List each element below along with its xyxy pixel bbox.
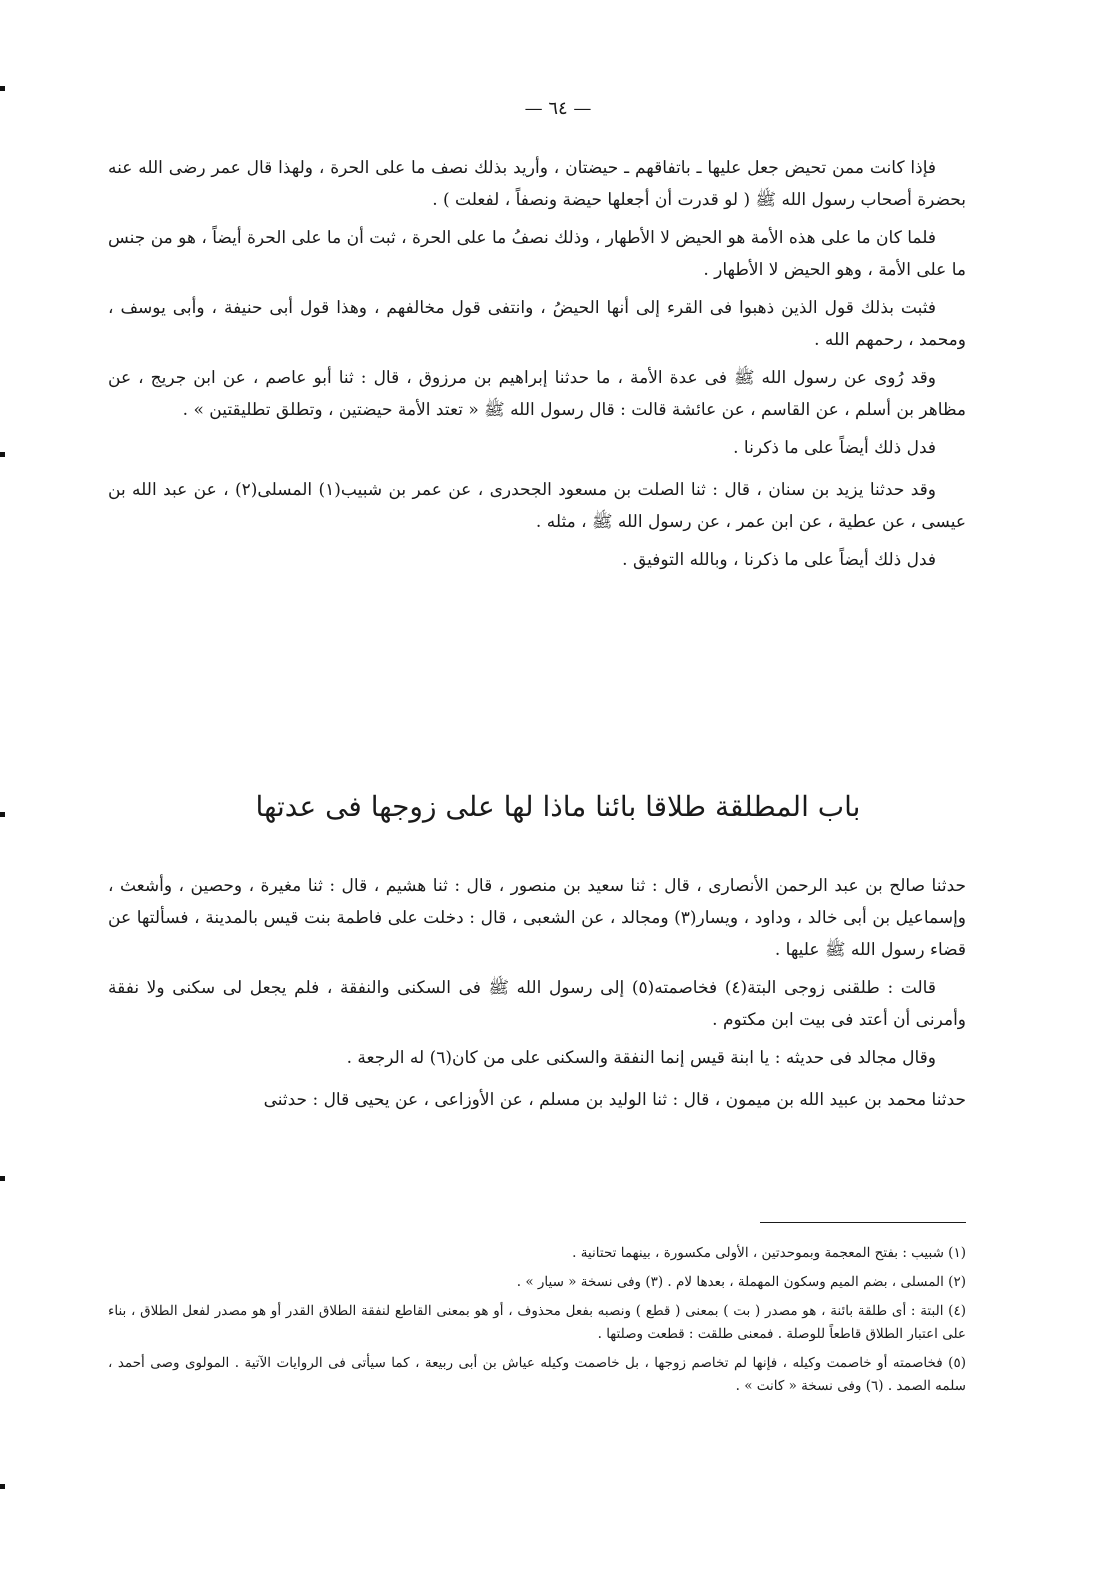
paragraph: وقد حدثنا يزيد بن سنان ، قال : ثنا الصلت بن مسعود الجحدرى ، عن عمر بن شبيب(١) المسلى(٢) ، عن عبد الله بن عيسى ، عن عطية ، عن ابن عمر ، عن رسول الله ﷺ ، مثله . <box>108 480 966 532</box>
scan-edge-mark <box>0 1484 5 1489</box>
paragraph: حدثنا صالح بن عبد الرحمن الأنصارى ، قال : ثنا سعيد بن منصور ، قال : ثنا هشيم ، قال : ثنا مغيرة ، وحصين ، وأشعث ، وإسماعيل بن أبى خالد ، وداود ، ويسار(٣) ومجالد ، عن الشعبى ، قال : دخلت على فاطمة بنت قيس بالمدينة ، فسألتها عن قضاء رسول الله ﷺ عليها . <box>108 876 966 960</box>
footnote: (٥) فخاصمته أو خاصمت وكيله ، فإنها لم تخاصم زوجها ، بل خاصمت وكيله عياش بن أبى ربيعة ، كما سيأتى فى الروايات الآتية . المولوى وصى أحمد ، سلمه الصمد . (٦) وفى نسخة « كانت » . <box>108 1355 966 1394</box>
footnotes <box>108 1242 966 1398</box>
paragraph: فثبت بذلك قول الذين ذهبوا فى القرء إلى أنها الحيضُ ، وانتفى قول مخالفهم ، وهذا قول أبى حنيفة ، وأبى يوسف ، ومحمد ، رحمهم الله . <box>108 298 966 350</box>
chapter-heading: باب المطلقة طلاقا بائنا ماذا لها على زوجها فى عدتها <box>255 790 861 823</box>
page-number: — ٦٤ — <box>524 98 592 119</box>
paragraph: وقال مجالد فى حديثه : يا ابنة قيس إنما النفقة والسكنى على من كان(٦) له الرجعة . <box>346 1048 936 1068</box>
scan-edge-mark <box>0 86 5 91</box>
text-block-after-heading <box>108 870 966 1116</box>
scan-edge-mark <box>0 452 5 457</box>
footnote-separator <box>760 1222 966 1223</box>
footnote: (٤) البتة : أى طلقة بائنة ، هو مصدر ( بت ) بمعنى ( قطع ) ونصبه بفعل محذوف ، أو هو بمعنى القاطع لنفقة الطلاق القدر أو هو مصدر لفعل الطلاق ، بناء على اعتبار الطلاق قاطعاً للوصلة . فمعنى طلقت : قطعت وصلتها . <box>108 1303 966 1342</box>
scan-edge-mark <box>0 812 5 817</box>
paragraph: قالت : طلقنى زوجى البتة(٤) فخاصمته(٥) إلى رسول الله ﷺ فى السكنى والنفقة ، فلم يجعل لى سكنى ولا نفقة وأمرنى أن أعتد فى بيت ابن مكتوم . <box>108 978 966 1030</box>
paragraph: وقد رُوى عن رسول الله ﷺ فى عدة الأمة ، ما حدثنا إبراهيم بن مرزوق ، قال : ثنا أبو عاصم ، عن ابن جريج ، عن مظاهر بن أسلم ، عن القاسم ، عن عائشة قالت : قال رسول الله ﷺ « تعتد الأمة حيضتين ، وتطلق تطليقتين » . <box>108 368 966 420</box>
paragraph: فإذا كانت ممن تحيض جعل عليها ـ باتفاقهم ـ حيضتان ، وأريد بذلك نصف ما على الحرة ، ولهذا قال عمر رضى الله عنه بحضرة أصحاب رسول الله ﷺ ( لو قدرت أن أجعلها حيضة ونصفاً ، لفعلت ) . <box>108 158 966 210</box>
text-block-before-heading <box>108 152 966 576</box>
footnote: (١) شبيب : بفتح المعجمة وبموحدتين ، الأولى مكسورة ، بينهما تحتانية . <box>572 1245 966 1261</box>
footnote: (٢) المسلى ، بضم الميم وسكون المهملة ، بعدها لام . (٣) وفى نسخة « سيار » . <box>516 1274 966 1290</box>
paragraph: فلما كان ما على هذه الأمة هو الحيض لا الأطهار ، وذلك نصفُ ما على الحرة ، ثبت أن ما على الحرة أيضاً ، هو من جنس ما على الأمة ، وهو الحيض لا الأطهار . <box>108 228 966 280</box>
paragraph: فدل ذلك أيضاً على ما ذكرنا . <box>733 438 936 458</box>
paragraph: حدثنا محمد بن عبيد الله بن ميمون ، قال : ثنا الوليد بن مسلم ، عن الأوزاعى ، عن يحيى قال : حدثنى <box>263 1090 966 1110</box>
scan-edge-mark <box>0 1176 5 1181</box>
paragraph: فدل ذلك أيضاً على ما ذكرنا ، وبالله التوفيق . <box>622 550 936 570</box>
